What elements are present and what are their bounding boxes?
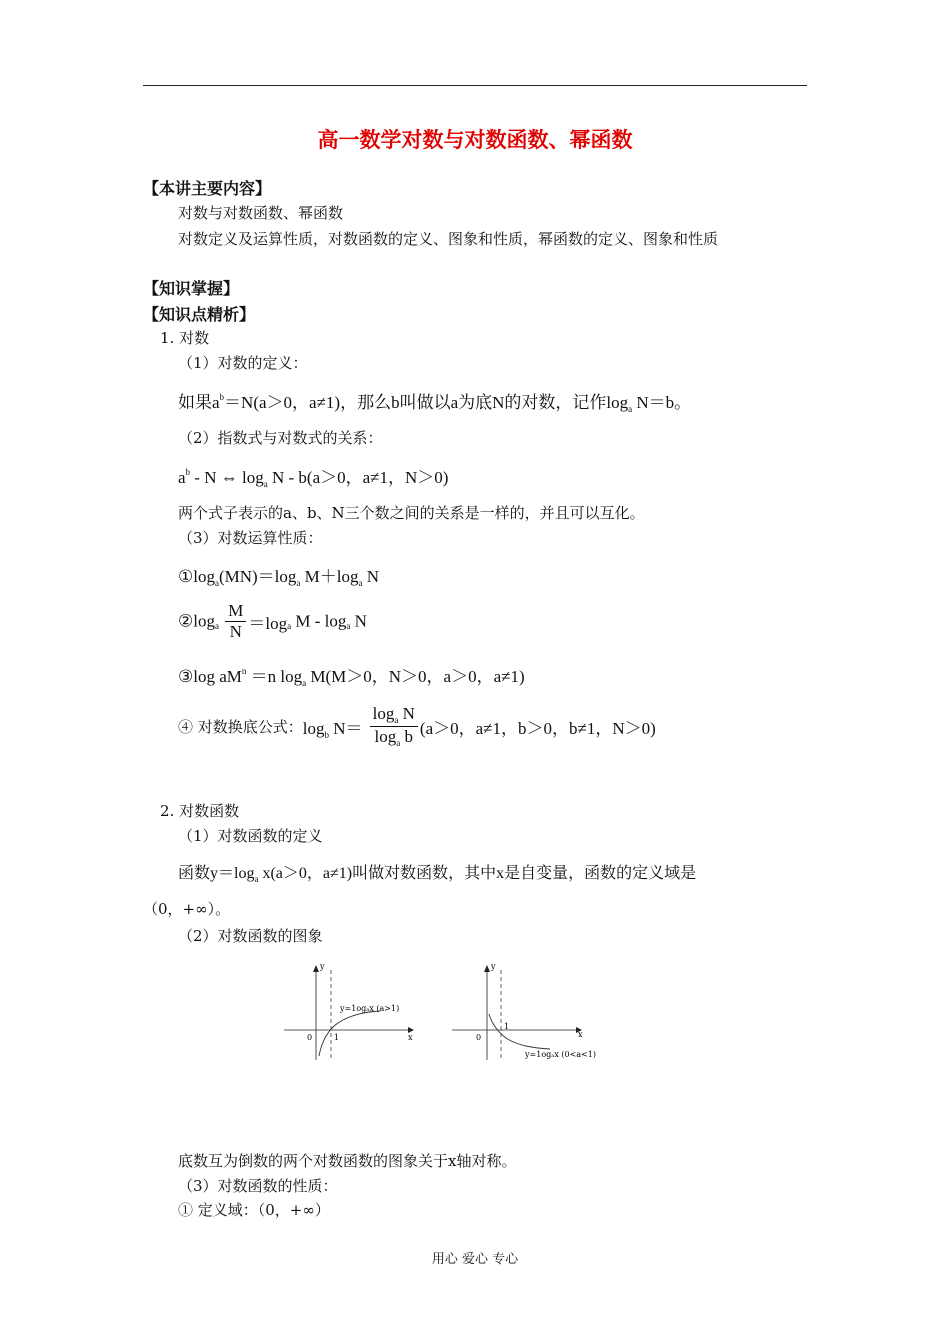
op1-sub3: a [358,578,363,588]
curve-decreasing [489,1014,550,1049]
section-subheading: 【知识点精析】 [143,305,256,324]
logfunc-def-b: x(a＞0，a≠1)叫做对数函数，其中x是自变量，函数的定义域是 [262,865,697,882]
op4-a: log [302,719,325,738]
op4-c: (a＞0，a≠1，b＞0，b≠1，N＞0) [419,719,656,738]
op4-sub1: b [324,730,330,740]
op1-sub2: a [296,578,301,588]
op3-sub: a [302,678,307,688]
rel-end: N - b(a＞0，a≠1，N＞0) [271,468,449,487]
rel-sub: a [263,479,268,489]
op2-b: ＝log [248,614,288,633]
section-heading-main: 【本讲主要内容】 [143,179,272,198]
x-label-1: x [408,1033,413,1042]
op4-den-sub: a [396,738,401,748]
curve-label-1: y=1ogₐx (a>1) [340,1004,400,1013]
graph-a-gt-1 [284,962,414,1060]
op3-a: ③log aM [178,667,242,686]
op1-sub1: a [214,578,219,588]
op2-sub3: a [346,621,351,632]
section-heading-knowledge: 【知识掌握】 [143,279,240,298]
one-mark-2: 1 [504,1022,510,1031]
op3-b: ＝n log [250,667,303,686]
rel-note: 两个式子表示的a、b、N三个数之间的关系是一样的，并且可以互化。 [178,504,645,522]
y-label-2: y [491,962,496,971]
op2-d: N [354,611,367,631]
x-label-2: x [578,1030,583,1039]
logfunc-definition [178,860,696,883]
rel-exponent: b [185,467,191,477]
logfunc-def-sub: a [254,874,259,884]
part2-graph-title: （2）对数函数的图象 [178,927,323,945]
rel-base: a [178,468,186,487]
header-rule [143,85,807,86]
logfunc-domain: （0，+∞）。 [143,900,231,918]
op2-den: N [229,622,242,641]
prop-domain: ① 定义域：（0，+∞） [178,1201,330,1219]
op4-den-a: log [374,727,397,746]
op1-b: (MN)＝log [218,567,297,586]
def-exponent: b [219,392,225,402]
part1-ops-title: （3）对数运算性质： [178,529,323,547]
graph-a-lt-1 [452,962,596,1060]
y-arrow-1 [313,965,319,972]
op2-sub1: a [214,621,219,632]
one-mark-1: 1 [334,1033,340,1042]
part2-prop-title: （3）对数函数的性质： [178,1177,338,1195]
part1-label: 1. 对数 [160,329,210,347]
op2-a: ②log [178,611,215,631]
op4-num-b: N [402,704,415,723]
exp-log-relation [178,463,448,488]
page-footer: 用心 爱心 专心 [431,1252,519,1267]
origin-1: 0 [307,1033,313,1042]
op3-exp: n [241,666,247,676]
def-end: N＝b。 [636,393,692,412]
change-of-base-formula [178,704,656,749]
rel-mid: - N ⇔ log [194,468,264,487]
op3-c: M(M＞0，N＞0，a＞0，a≠1) [310,667,525,686]
y-arrow-2 [484,965,490,972]
def-prefix: 如果a [178,393,220,412]
op2-sub2: a [287,621,292,632]
symmetry-note: 底数互为倒数的两个对数函数的图象关于x轴对称。 [178,1152,517,1170]
op2-fraction [225,601,246,642]
origin-2: 0 [476,1033,482,1042]
logfunc-def-a: 函数y＝log [178,865,255,882]
log-definition [178,388,691,413]
y-label-1: y [320,962,325,971]
page-title: 高一数学对数与对数函数、幂函数 [317,127,633,152]
op2-c: M - log [295,611,347,631]
def-sub: a [628,404,633,414]
log-rule-quotient [178,601,367,642]
op1-d: N [366,567,380,586]
main-line-1: 对数与对数函数、幂函数 [178,204,344,222]
op4-fraction [370,704,418,749]
log-rule-power [178,662,525,687]
curve-increasing [319,1011,380,1056]
main-line-2: 对数定义及运算性质，对数函数的定义、图象和性质，幂函数的定义、图象和性质 [178,230,719,248]
curve-label-2: y=1ogₐx (0<a<1) [525,1050,596,1059]
part2-def-title: （1）对数函数的定义 [178,827,323,845]
op1-a: ①log [178,567,215,586]
part1-rel-title: （2）指数式与对数式的关系： [178,429,383,447]
op4-label: ④ 对数换底公式： [178,718,303,736]
log-rule-product [178,562,379,587]
op4-den-b: b [404,727,414,746]
def-condition: ＝N(a＞0，a≠1)，那么b叫做以a为底N的对数，记作log [224,393,629,412]
op4-num-a: log [372,704,395,723]
op2-num: M [225,601,246,622]
op1-c: M＋log [304,567,359,586]
log-graphs [280,960,610,1065]
part2-label: 2. 对数函数 [160,802,240,820]
op4-num-sub: a [394,715,399,725]
op4-b: N＝ [333,719,363,738]
part1-def-title: （1）对数的定义： [178,354,308,372]
